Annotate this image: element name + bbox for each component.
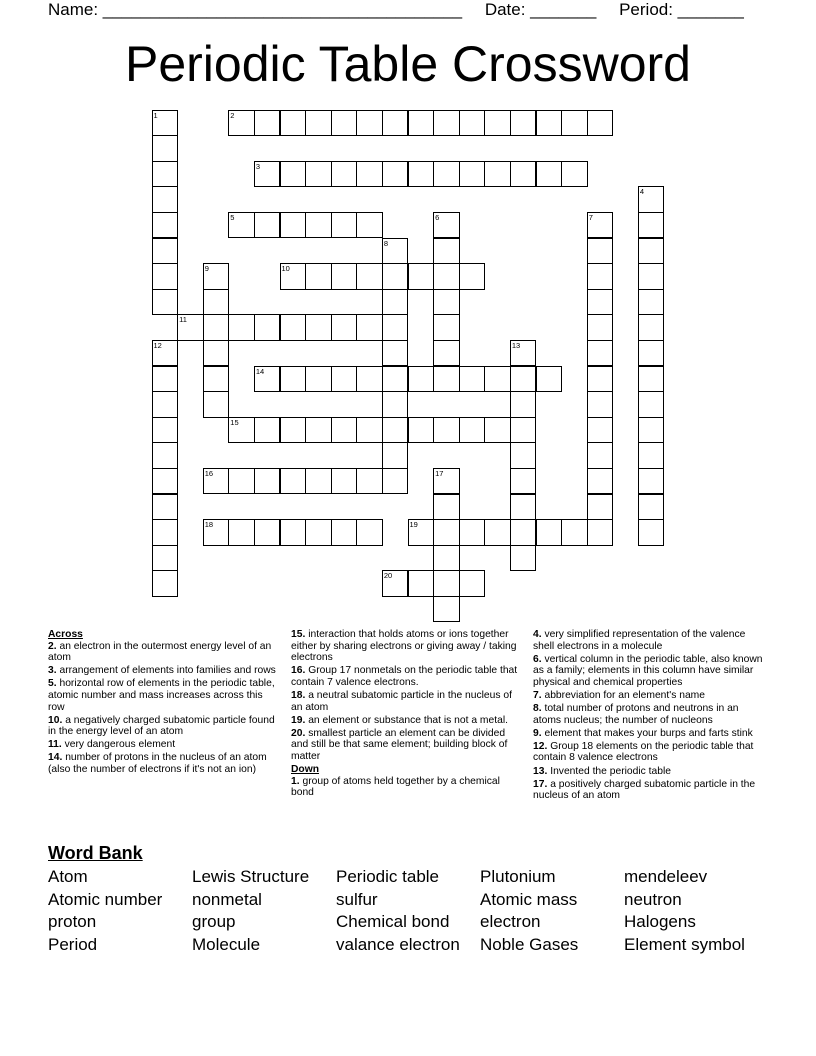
crossword-cell[interactable] [152, 494, 179, 521]
clue-item-text: an element or substance that is not a metal. [308, 714, 508, 726]
crossword-cell[interactable] [280, 468, 307, 495]
clue-item [533, 728, 769, 740]
clue-item-text: arrangement of elements into families and rows [59, 665, 276, 677]
clue-item-number: 16. [291, 665, 306, 677]
crossword-cell[interactable] [356, 366, 383, 393]
crossword-cell[interactable] [382, 110, 409, 137]
clue-item-text: interaction that holds atoms or ions together either by sharing electrons or giving away / taking electrons [291, 629, 517, 664]
crossword-cell[interactable] [152, 417, 179, 444]
crossword-cell[interactable] [433, 545, 460, 572]
crossword-cell[interactable] [510, 494, 537, 521]
crossword-cell[interactable] [587, 468, 614, 495]
clue-item [291, 715, 523, 727]
crossword-cell[interactable] [152, 186, 179, 213]
crossword-cell[interactable] [587, 519, 614, 546]
clue-item-text: total number of protons and neutrons in an atoms nucleus; the number of nucleons [533, 703, 739, 726]
word-bank-title: Word Bank [48, 843, 143, 863]
crossword-cell[interactable] [510, 161, 537, 188]
crossword-cell[interactable] [638, 186, 665, 213]
crossword-cell[interactable] [459, 417, 486, 444]
crossword-cell[interactable] [638, 519, 665, 546]
crossword-cell[interactable] [459, 366, 486, 393]
crossword-cell[interactable] [254, 314, 281, 341]
clue-item [48, 715, 278, 738]
clues-column-1 [48, 629, 278, 777]
crossword-cell[interactable] [510, 391, 537, 418]
crossword-cell[interactable] [152, 366, 179, 393]
clue-item-text: abbreviation for an element's name [544, 689, 705, 701]
word-bank-item: Molecule [192, 935, 261, 955]
crossword-cell[interactable] [382, 442, 409, 469]
crossword-cell[interactable] [587, 212, 614, 239]
crossword-cell[interactable] [305, 468, 332, 495]
crossword-cell[interactable] [587, 366, 614, 393]
clue-item [533, 779, 769, 802]
crossword-cell[interactable] [356, 161, 383, 188]
word-bank-item: Chemical bond [336, 912, 450, 932]
crossword-cell[interactable] [433, 340, 460, 367]
word-bank-item: Lewis Structure [192, 867, 310, 886]
crossword-cell[interactable] [433, 570, 460, 597]
crossword-cell[interactable] [459, 519, 486, 546]
clue-number: 20 [383, 571, 393, 581]
crossword-cell[interactable] [228, 314, 255, 341]
crossword-cell[interactable] [510, 442, 537, 469]
crossword-cell[interactable] [587, 391, 614, 418]
crossword-cell[interactable] [638, 263, 665, 290]
crossword-cell[interactable] [408, 263, 435, 290]
crossword-cell[interactable] [305, 314, 332, 341]
word-bank-item: mendeleev [624, 867, 708, 886]
crossword-cell[interactable] [433, 494, 460, 521]
crossword-cell[interactable] [408, 519, 435, 546]
crossword-cell[interactable] [305, 161, 332, 188]
clue-item-number: 13. [533, 765, 548, 777]
crossword-cell[interactable] [152, 545, 179, 572]
clue-number: 4 [639, 187, 645, 197]
clue-number: 11 [179, 315, 187, 325]
crossword-cell[interactable] [152, 135, 179, 162]
crossword-cell[interactable] [587, 442, 614, 469]
crossword-cell[interactable] [305, 263, 332, 290]
crossword-cell[interactable] [433, 289, 460, 316]
clue-number: 9 [204, 264, 209, 274]
crossword-cell[interactable] [536, 161, 563, 188]
crossword-cell[interactable] [152, 110, 179, 137]
crossword-cell[interactable] [228, 110, 255, 137]
crossword-cell[interactable] [408, 161, 435, 188]
crossword-cell[interactable] [356, 417, 383, 444]
crossword-cell[interactable] [280, 417, 307, 444]
clue-item-text: a neutral subatomic particle in the nucleus of an atom [291, 689, 512, 713]
clue-item-number: 11. [48, 739, 62, 751]
clue-item-number: 5. [48, 678, 57, 690]
crossword-cell[interactable] [484, 110, 511, 137]
crossword-cell[interactable] [587, 340, 614, 367]
clue-number: 3 [255, 161, 261, 171]
clue-item [533, 741, 769, 764]
crossword-cell[interactable] [254, 212, 281, 239]
word-bank-item: proton [48, 912, 97, 932]
clue-item-text: very simplified representation of the valence shell electrons in a molecule [533, 629, 746, 652]
crossword-cell[interactable] [254, 110, 281, 137]
clue-number: 16 [204, 468, 214, 478]
word-bank-item: neutron [624, 889, 682, 909]
crossword-cell[interactable] [638, 366, 665, 393]
clue-item-number: 8. [533, 703, 542, 715]
crossword-cell[interactable] [536, 366, 563, 393]
clue-item-number: 19. [291, 714, 306, 726]
clue-item-text: an electron in the outermost energy level of an atom [48, 640, 272, 664]
clue-item [48, 665, 278, 677]
crossword-cell[interactable] [561, 110, 588, 137]
clue-item [48, 641, 278, 664]
crossword-cell[interactable] [305, 366, 332, 393]
crossword-cell[interactable] [587, 494, 614, 521]
crossword-cell[interactable] [254, 519, 281, 546]
crossword-cell[interactable] [280, 212, 307, 239]
crossword-cell[interactable] [305, 110, 332, 137]
word-bank-item: valance electron [336, 935, 460, 955]
crossword-cell[interactable] [510, 110, 537, 137]
crossword-cell[interactable] [228, 212, 255, 239]
crossword-cell[interactable] [280, 263, 307, 290]
crossword-cell[interactable] [510, 468, 537, 495]
crossword-cell[interactable] [331, 263, 358, 290]
clue-number: 10 [281, 264, 290, 274]
crossword-cell[interactable] [177, 314, 204, 341]
clues-column-3 [533, 629, 769, 803]
crossword-cell[interactable] [638, 238, 665, 265]
clue-item [533, 690, 769, 702]
crossword-cell[interactable] [459, 161, 486, 188]
clue-item-number: 12. [533, 740, 548, 752]
crossword-cell[interactable] [152, 289, 179, 316]
clue-item-number: 6. [533, 653, 542, 665]
crossword-cell[interactable] [638, 468, 665, 495]
clue-item [291, 690, 523, 713]
word-bank-item: sulfur [336, 889, 378, 909]
crossword-cell[interactable] [356, 314, 383, 341]
crossword-cell[interactable] [638, 391, 665, 418]
crossword-cell[interactable] [331, 468, 358, 495]
crossword-cell[interactable] [408, 417, 435, 444]
clue-item-number: 4. [533, 629, 542, 640]
crossword-cell[interactable] [203, 391, 230, 418]
word-bank-item: Periodic table [336, 867, 440, 886]
crossword-cell[interactable] [331, 519, 358, 546]
clue-item [291, 629, 523, 664]
crossword-cell[interactable] [382, 161, 409, 188]
clue-number: 13 [511, 340, 521, 350]
crossword-cell[interactable] [433, 314, 460, 341]
word-bank [48, 866, 788, 957]
crossword-cell[interactable] [587, 417, 614, 444]
crossword-cell[interactable] [305, 212, 332, 239]
crossword-cell[interactable] [510, 519, 537, 546]
clue-item-text: group of atoms held together by a chemical bond [291, 775, 500, 799]
clue-item-number: 18. [291, 689, 306, 701]
crossword-cell[interactable] [152, 238, 179, 265]
crossword-cell[interactable] [203, 263, 230, 290]
crossword-cell[interactable] [510, 366, 537, 393]
crossword-cell[interactable] [433, 596, 460, 623]
crossword-cell[interactable] [561, 161, 588, 188]
crossword-cell[interactable] [152, 391, 179, 418]
crossword-cell[interactable] [587, 289, 614, 316]
clue-number: 6 [435, 212, 440, 222]
crossword-cell[interactable] [356, 212, 383, 239]
crossword-cell[interactable] [305, 417, 332, 444]
crossword-cell[interactable] [484, 519, 511, 546]
crossword-cell[interactable] [331, 366, 358, 393]
crossword-cell[interactable] [382, 340, 409, 367]
crossword-cell[interactable] [280, 366, 307, 393]
clue-item-text: Group 18 elements on the periodic table that contain 8 valence electrons [533, 740, 754, 764]
clue-number: 5 [230, 212, 235, 222]
crossword-cell[interactable] [228, 468, 255, 495]
word-bank-item: Element symbol [624, 935, 745, 955]
crossword-cell[interactable] [484, 417, 511, 444]
crossword-cell[interactable] [561, 519, 588, 546]
clue-number: 18 [204, 520, 214, 530]
clue-item-text: a positively charged subatomic particle in the nucleus of an atom [533, 778, 756, 802]
crossword-cell[interactable] [280, 110, 307, 137]
crossword-cell[interactable] [305, 519, 332, 546]
clue-item-text: element that makes your burps and farts stink [544, 727, 753, 739]
clue-item-number: 14. [48, 752, 63, 764]
word-bank-item: nonmetal [192, 889, 262, 909]
crossword-cell[interactable] [433, 161, 460, 188]
crossword-cell[interactable] [152, 442, 179, 469]
word-bank-item: Atomic number [48, 889, 163, 909]
crossword-cell[interactable] [510, 340, 537, 367]
crossword-cell[interactable] [331, 110, 358, 137]
clue-item [48, 739, 278, 751]
crossword-cell[interactable] [382, 289, 409, 316]
clue-item-number: 10. [48, 714, 63, 726]
crossword-cell[interactable] [638, 494, 665, 521]
crossword-cell[interactable] [331, 212, 358, 239]
crossword-cell[interactable] [433, 263, 460, 290]
crossword-cell[interactable] [510, 417, 537, 444]
crossword-cell[interactable] [152, 212, 179, 239]
crossword-cell[interactable] [382, 570, 409, 597]
clue-item [533, 766, 769, 778]
crossword-cell[interactable] [638, 442, 665, 469]
clue-item-text: a negatively charged subatomic particle found in the energy level of an atom [48, 714, 275, 738]
crossword-cell[interactable] [638, 314, 665, 341]
crossword-cell[interactable] [433, 212, 460, 239]
crossword-cell[interactable] [203, 314, 230, 341]
clue-item [48, 752, 278, 775]
clue-item-number: 20. [291, 727, 306, 739]
clue-item-text: very dangerous element [64, 739, 176, 751]
crossword-cell[interactable] [382, 417, 409, 444]
clue-item-text: Group 17 nonmetals on the periodic table that contain 7 valence electrons. [291, 665, 518, 688]
crossword-cell[interactable] [484, 161, 511, 188]
crossword-cell[interactable] [408, 366, 435, 393]
crossword-cell[interactable] [408, 570, 435, 597]
clue-number: 14 [255, 366, 265, 376]
crossword-cell[interactable] [433, 468, 460, 495]
crossword-cell[interactable] [203, 340, 230, 367]
crossword-cell[interactable] [254, 417, 281, 444]
crossword-cell[interactable] [356, 468, 383, 495]
crossword-cell[interactable] [536, 110, 563, 137]
crossword-cell[interactable] [587, 263, 614, 290]
crossword-cell[interactable] [638, 212, 665, 239]
crossword-cell[interactable] [152, 263, 179, 290]
crossword-cell[interactable] [280, 519, 307, 546]
crossword-cell[interactable] [254, 161, 281, 188]
clue-number: 19 [409, 520, 418, 530]
word-bank-item: Atom [48, 867, 88, 886]
word-bank-item: Period [48, 935, 98, 955]
clues-column-2 [291, 629, 523, 800]
clue-item-number: 9. [533, 727, 542, 739]
crossword-cell[interactable] [152, 570, 179, 597]
word-bank-item: Noble Gases [480, 935, 579, 955]
crossword-cell[interactable] [459, 570, 486, 597]
crossword-cell[interactable] [203, 519, 230, 546]
crossword-cell[interactable] [331, 161, 358, 188]
clue-item [533, 629, 769, 652]
crossword-cell[interactable] [152, 161, 179, 188]
clue-item-number: 1. [291, 775, 300, 787]
clue-item-text: horizontal row of elements in the periodic table, atomic number and mass increases across this row [48, 678, 275, 713]
crossword-cell[interactable] [433, 417, 460, 444]
crossword-cell[interactable] [638, 340, 665, 367]
crossword-cell[interactable] [152, 468, 179, 495]
clue-number: 8 [383, 238, 389, 248]
clue-item-number: 2. [48, 640, 57, 652]
crossword-cell[interactable] [228, 417, 255, 444]
clue-item [533, 703, 769, 726]
crossword-cell[interactable] [433, 110, 460, 137]
page-title: Periodic Table Crossword [125, 36, 691, 92]
clue-number: 15 [230, 417, 239, 427]
crossword-cell[interactable] [203, 468, 230, 495]
crossword-cell[interactable] [382, 366, 409, 393]
crossword-cell[interactable] [254, 366, 281, 393]
crossword-cell[interactable] [203, 366, 230, 393]
clue-item-text: vertical column in the periodic table, also known as a family; elements in this column have similar physical and chemical properties [533, 653, 763, 688]
crossword-cell[interactable] [638, 289, 665, 316]
clue-item-number: 17. [533, 778, 548, 790]
crossword-cell[interactable] [484, 366, 511, 393]
clue-number: 1 [153, 110, 158, 120]
crossword-cell[interactable] [382, 468, 409, 495]
crossword-cell[interactable] [433, 519, 460, 546]
crossword-cell[interactable] [408, 110, 435, 137]
crossword-cell[interactable] [510, 545, 537, 572]
crossword-cell[interactable] [228, 519, 255, 546]
word-bank-item: Plutonium [480, 867, 556, 886]
crossword-cell[interactable] [254, 468, 281, 495]
crossword-cell[interactable] [587, 238, 614, 265]
crossword-cell[interactable] [331, 314, 358, 341]
word-bank-item: Atomic mass [480, 889, 578, 909]
clue-item [291, 776, 523, 799]
clue-number: 17 [435, 468, 444, 478]
crossword-cell[interactable] [459, 263, 486, 290]
clues-heading: Across [48, 629, 83, 640]
crossword-cell[interactable] [638, 417, 665, 444]
crossword-cell[interactable] [331, 417, 358, 444]
clue-item [48, 678, 278, 713]
crossword-cell[interactable] [382, 391, 409, 418]
word-bank-item: group [192, 912, 236, 932]
crossword-cell[interactable] [152, 519, 179, 546]
crossword-cell[interactable] [459, 110, 486, 137]
clue-number: 12 [153, 340, 162, 350]
crossword-cell[interactable] [587, 314, 614, 341]
word-bank-item: electron [480, 912, 541, 932]
date-field-label[interactable]: Date: _______ [484, 0, 597, 19]
crossword-cell[interactable] [433, 238, 460, 265]
crossword-cell[interactable] [382, 263, 409, 290]
clue-item [291, 665, 523, 688]
clue-item-number: 3. [48, 665, 57, 677]
crossword-cell[interactable] [280, 161, 307, 188]
clue-item-text: smallest particle an element can be divided and still be that same element; building block of matter [291, 727, 508, 762]
clue-item [291, 728, 523, 763]
clue-item-text: number of protons in the nucleus of an atom (also the number of electrons if it's not an ion) [48, 752, 267, 776]
crossword-cell[interactable] [203, 289, 230, 316]
name-field-label[interactable]: Name: ______________________________________ [48, 0, 463, 19]
crossword-cell[interactable] [433, 366, 460, 393]
crossword-cell[interactable] [356, 263, 383, 290]
clue-item-number: 7. [533, 689, 542, 701]
clue-item [533, 654, 769, 689]
clue-number: 7 [588, 212, 593, 222]
crossword-cell[interactable] [382, 314, 409, 341]
clue-number: 2 [230, 110, 235, 120]
crossword-cell[interactable] [382, 238, 409, 265]
crossword-cell[interactable] [152, 340, 179, 367]
clues-heading: Down [291, 764, 320, 776]
crossword-cell[interactable] [536, 519, 563, 546]
word-bank-item: Halogens [624, 912, 696, 932]
crossword-cell[interactable] [356, 110, 383, 137]
crossword-cell[interactable] [280, 314, 307, 341]
crossword-cell[interactable] [587, 110, 614, 137]
clue-item-text: Invented the periodic table [550, 765, 671, 777]
period-field-label[interactable]: Period: _______ [619, 0, 744, 19]
clue-item-number: 15. [291, 629, 306, 640]
crossword-cell[interactable] [356, 519, 383, 546]
